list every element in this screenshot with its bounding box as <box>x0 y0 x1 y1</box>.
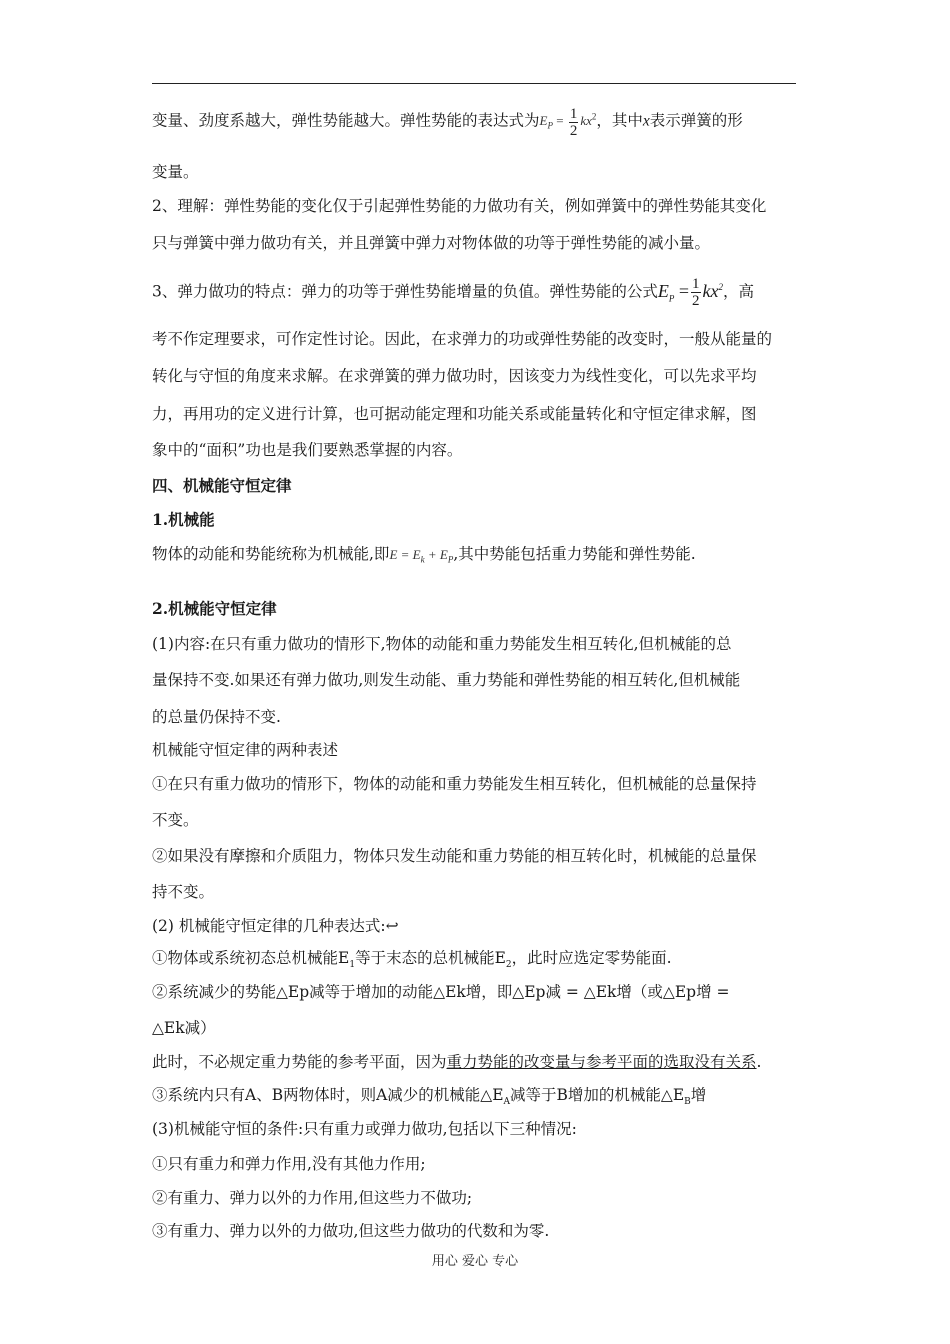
paragraph-line: ③有重力、弹力以外的力做功,但这些力做功的代数和为零. <box>152 1222 550 1240</box>
header-rule <box>152 83 796 84</box>
paragraph-line: ①在只有重力做功的情形下，物体的动能和重力势能发生相互转化，但机械能的总量保持 <box>152 775 757 793</box>
paragraph-line: (2) 机械能守恒定律的几种表达式:↩ <box>152 917 399 935</box>
paragraph-line: 物体的动能和势能统称为机械能,即$E = E_k + E_P$,其中势能包括重力势能和弹性势能. <box>152 545 696 565</box>
formula-ep-large: $E_P$ = $\frac{1}{2}$ $kx^2$ <box>657 276 724 309</box>
paragraph-line: 不变。 <box>152 811 199 829</box>
paragraph-line: 2、理解：弹性势能的变化仅于引起弹性势能的力做功有关，例如弹簧中的弹性势能其变化 <box>152 197 767 215</box>
subsection-heading: 1.机械能 <box>152 510 215 529</box>
paragraph-line: ②有重力、弹力以外的力作用,但这些力不做功; <box>152 1189 473 1207</box>
underlined-text: 重力势能的改变量与参考平面的选取没有关系 <box>446 1053 757 1071</box>
formula-total-energy: $E = E_k + E_P$ <box>389 547 454 565</box>
paragraph-line: ②如果没有摩擦和介质阻力，物体只发生动能和重力势能的相互转化时，机械能的总量保 <box>152 847 757 865</box>
paragraph-line: 变量。 <box>152 163 199 181</box>
paragraph-line: 此时，不必规定重力势能的参考平面，因为重力势能的改变量与参考平面的选取没有关系. <box>152 1053 762 1071</box>
paragraph-line: (1)内容:在只有重力做功的情形下,物体的动能和重力势能发生相互转化,但机械能的总 <box>152 635 732 653</box>
formula-ep: $E_P$ = $\frac{1}{2}$ $kx^2$ <box>539 106 597 139</box>
paragraph-line: ②系统减少的势能△Ep减等于增加的动能△Ek增，即△Ep减 = △Ek增（或△Ep增 = <box>152 983 730 1001</box>
paragraph-line: ①物体或系统初态总机械能$E_1$等于末态的总机械能$E_2$，此时应选定零势能面. <box>152 949 672 971</box>
paragraph-line: △Ek减） <box>152 1019 216 1037</box>
page-footer: 用心 爱心 专心 <box>431 1254 519 1269</box>
paragraph-line: 的总量仍保持不变. <box>152 708 281 726</box>
text: 变量、劲度系越大，弹性势能越大。弹性势能的表达式为 <box>152 111 540 130</box>
paragraph-line: 转化与守恒的角度来求解。在求弹簧的弹力做功时，因该变力为线性变化，可以先求平均 <box>152 367 757 385</box>
paragraph-line: 量保持不变.如果还有弹力做功,则发生动能、重力势能和弹性势能的相互转化,但机械能 <box>152 671 741 689</box>
paragraph-line: 机械能守恒定律的两种表述 <box>152 741 339 759</box>
paragraph-line: 只与弹簧中弹力做功有关，并且弹簧中弹力对物体做的功等于弹性势能的减小量。 <box>152 234 711 252</box>
paragraph-line: (3)机械能守恒的条件:只有重力或弹力做功,包括以下三种情况: <box>152 1120 577 1138</box>
paragraph-line: 3、弹力做功的特点：弹力的功等于弹性势能增量的负值。弹性势能的公式$E_P$ = $\frac{1}{2}$ $kx^2$，高 <box>152 276 755 309</box>
paragraph-line: 象中的“面积”功也是我们要熟悉掌握的内容。 <box>152 441 463 459</box>
paragraph-line: 力，再用功的定义进行计算，也可据动能定理和功能关系或能量转化和守恒定律求解，图 <box>152 405 757 423</box>
paragraph-line: 变量、劲度系越大，弹性势能越大。弹性势能的表达式为$E_P$ = $\frac{1}{2}$ $kx^2$，其中x表示弹簧的形 <box>152 106 743 139</box>
paragraph-line: ①只有重力和弹力作用,没有其他力作用; <box>152 1155 426 1173</box>
paragraph-line: 考不作定理要求，可作定性讨论。因此，在求弹力的功或弹性势能的改变时，一般从能量的 <box>152 330 773 348</box>
paragraph-line: 持不变。 <box>152 883 215 901</box>
paragraph-line: ③系统内只有A、B两物体时，则A减少的机械能$\triangle E_A$减等于B增加的机械能$\triangle E_B$增 <box>152 1086 707 1108</box>
subsection-heading: 2.机械能守恒定律 <box>152 599 277 618</box>
section-heading: 四、机械能守恒定律 <box>152 476 292 495</box>
